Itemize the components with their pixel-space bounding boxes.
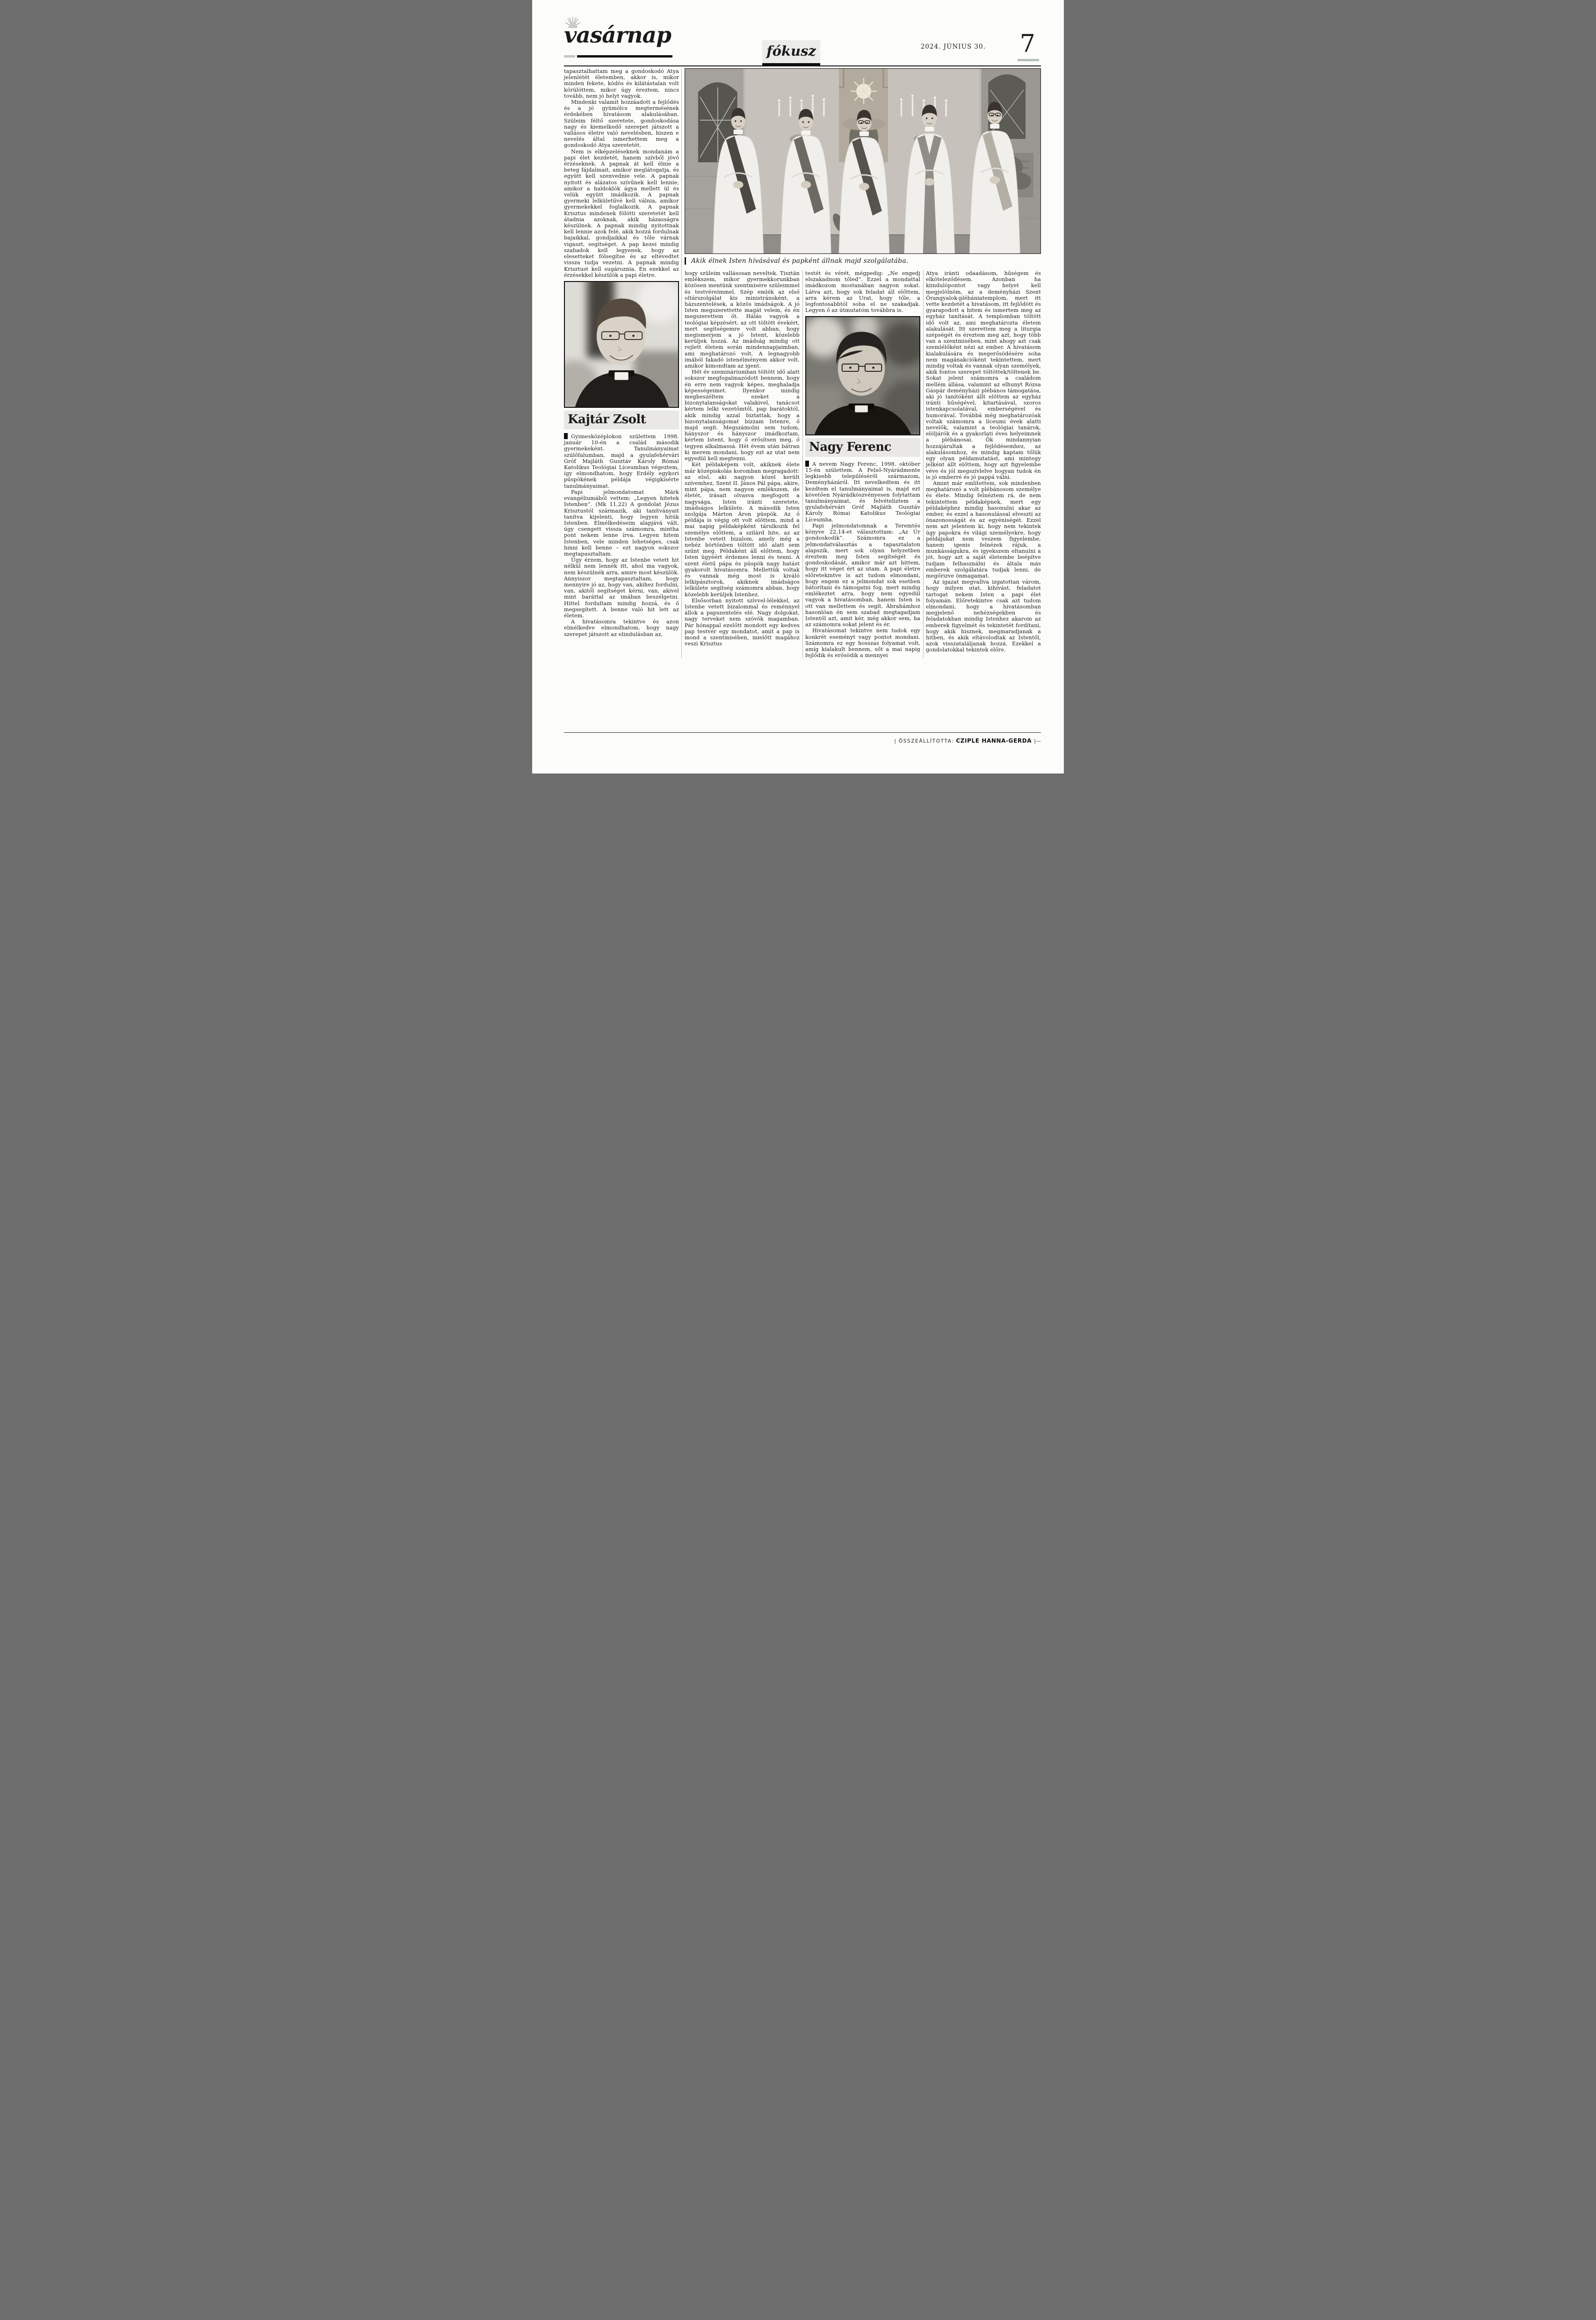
footer-left-mark: | bbox=[894, 738, 896, 744]
paragraph: A hivatásomra tekintve és azon elmélkedve elmondhatom, hogy nagy szerepet játszott az elindulásban az, bbox=[564, 619, 679, 637]
heading-kajtar: Kajtár Zsolt bbox=[564, 411, 679, 429]
paragraph: A nevem Nagy Ferenc, 1998. október 15-én születtem. A Felső-Nyárádmente legkisebb településéről származom, Deményházáról. Itt nevelkedtem és itt kezdtem el tanulmányaimat is, majd ezt követően Nyárádköszvényesen folytattam tanulmányaimat, és felvételiztem a gyulafehérvári Gróf Majláth Gusztáv Károly Római Katolikus Teológiai Líceumba. bbox=[805, 461, 920, 523]
column-left bbox=[564, 68, 679, 658]
footer-right-mark: |— bbox=[1034, 738, 1041, 744]
paragraph: Gyimesközéplokon születtem 1998. január 10-én a család második gyermekeként. Tanulmányaimat szülőfalumban, majd a gyulafehérvári Gróf Majláth Gusztáv Károly Római Katolikus Teológiai Líceumban végeztem, így elmondhatom, hogy Erdély egykori püspökének példája végigkísérte tanulmányaimat. bbox=[564, 434, 679, 489]
group-photo-deacons bbox=[685, 68, 1041, 254]
heading-nagy: Nagy Ferenc bbox=[805, 438, 920, 457]
nagy-bio-text bbox=[805, 461, 920, 659]
paragraph: Mindenki valamit hozzáadott a fejlődés és a jó gyümölcs megtermésének érdekében hivatásom alakulásában. Szüleim féltő szeretete, gondoskodása nagy és kiemelkedő szerepet játszott a vallásos életre való nevelésben, hiszen e nevelés által ismerhettem meg a gondoskodó Atya szeretetét. bbox=[564, 99, 679, 149]
paragraph: testét és vérét, mégpedig: „Ne engedj elszakadnom tőled”. Ezzel a mondattal imádkozom mostanában nagyon sokat. Látva azt, hogy sok feladat áll előttem, arra kérem az Urat, hogy tőle, a legfontosabbtól soha el ne szakadjak. Legyen ő az útmutatóm továbbra is. bbox=[805, 270, 920, 314]
article-continuation-text bbox=[564, 68, 679, 278]
column-3 bbox=[805, 270, 920, 658]
newspaper-page bbox=[532, 0, 1064, 773]
page-number: 7 bbox=[1019, 30, 1035, 58]
column-3-top-text bbox=[805, 270, 920, 313]
paragraph: Hivatásomat tekintve nem tudok egy konkrét eseményt vagy pontot mondani. Számomra ez egy hosszas folyamat volt, amíg kialakult bennem, sőt a mai napig fejlődik és erősödik a mennyei bbox=[805, 628, 920, 659]
paragraph: Amint már említettem, sok mindenben meghatározó a volt plébánosom személye és élete. Mindig felnéztem rá, de nem tekintettem példaképnek, mert egy példaképhez mindig hasonulni akar az ember, és ezzel a hasonulással elveszti az önazonosságát és az egyéniségét. Ezzel nem azt jelentem ki, hogy nem tekintek úgy papokra és világi személyekre, hogy példájukat nem veszem figyelembe, hanem igenis felnézek rájuk, a munkásságukra, és igyekszem eltanulni a jót, hogy azt a saját életembe beépítve tudjam felhasználni és általa más emberek szolgálatára tudjak lenni, de megőrizve önmagamat. bbox=[926, 480, 1041, 579]
paragraph: Nem is elképzeléseknek mondanám a papi élet kezdetét, hanem szívből jövő érzéseknek. A papnak át kell élnie a beteg fájdalmait, amikor meglátogatja, és együtt kell szenvednie vele. A papnak nyitott és alázatos szívűnek kell lennie, amikor a haldoklók ágya mellett ül és velük együtt imádkozik. A papnak gyermeki lelkületűvé kell válnia, amikor gyermekekkel foglalkozik. A papnak Krisztus mindenek fölötti szeretetét kell átadnia azoknak, akik házasságra készülnek. A papnak mindig nyitottnak kell lennie azok felé, akik hozzá fordulnak bajaikkal, gondjaikkal és tőle várnak vigaszt, segítséget. A pap kezei mindig szabadok kell legyenek, hogy az elesetteket fölsegítse és az eltévedtet vissza tudja vezetni. A papnak mindig Krisztust kell sugároznia. Én ezekkel az érzésekkel készülök a papi életre. bbox=[564, 148, 679, 278]
paragraph: Atya iránti odaadásom, hűségem és elköteleződésem. Azonban ha kiindulópontot vagy helyet kell megjelölnöm, az a deményházi Szent Őrangyalok-plébániatemplom, mert itt vette kezdetét a hivatásom, itt fejlődött és gyarapodott a hitem és ismertem meg az egyház tanítását. A templomban töltött idő volt az, ami meghatározta életem alakulását. Itt szerettem meg a liturgia szépségét és éreztem meg azt, hogy több van a szentmisében, mint ahogy azt csak szemlélőként nézi az ember. A hivatásom kialakulására és megerősödésére soha nem magánakcióként tekintettem, mert mindig voltak és vannak olyan személyek, akik fontos szerepet töltöttek/töltenek be. Sokat jelent számomra a családom mellém állása, valamint az elhunyt Rózsa Gáspár deményházi plébános támogatása, aki jó tanítóként állt előttem az egyház iránti hűségével, kitartásával, szoros istenkapcsolatával, emberségével és humorával. Továbbá még meghatározóak voltak számomra a líceumi évek alatti nevelők, valamint a teológiai tanárok, elöljárók és a gyakorlati éves helyeimnek a plébánosai. Ők mindannyian hozzájárultak a fejlődésemhez, az alakulásomhoz, és mindig kaptam tőlük egy olyan példamutatást, ami mintegy jelként állt előttem, hogy azt figyelembe véve és jól megszívlelve hogyan tudok én is jó emberré és jó pappá válni. bbox=[926, 270, 1041, 480]
paragraph: hogy szüleim vallásosan neveltek. Tisztán emlékszem, mikor gyermekkorunkban közösen mentünk szentmisére szüleimmel és testvéreimmel. Szép emlék az első oltárszolgálat kis ministránsként, a házszentelések, a közös imádságok. A jó Isten megszerettette magát velem, és én megszerettem őt. Hálás vagyok a teológiai képzésért, az ott töltött évekért, mert segítségemre volt abban, hogy megismerjem a jó Istent, közelebb kerüljek hozzá. Az imádság mindig ott rejlett életem során mindennapjaimban, ami meghatározó volt. A legnagyobb imából fakadó istenélményem akkor volt, amikor kimondtam az igent. bbox=[685, 270, 800, 369]
paragraph: Hét év szemináriumban töltött idő alatt sokszor megfogalmazódott bennem, hogy én erre nem vagyok képes, meghaladja képességeimet. Ilyenkor mindig megbeszéltem ezeket a bizonytalanságokat valakivel, tanácsot kértem lelki vezetőmtől, pap barátoktól, akik mindig azzal biztattak, hogy a bizonytalanságomat bízzam Istenre, ő majd segít. Megszámolni sem tudom, hányszor és hányszor imádkoztam, kértem Istent, hogy ő erősítsen meg, ő tegyen alkalmassá. Hét évem után bátran ki merem mondani, hogy ezt az utat nem egyedül kell megtenni. bbox=[685, 369, 800, 462]
portrait-nagy-ferenc bbox=[805, 316, 920, 435]
column-2 bbox=[685, 270, 800, 658]
compiled-by-name: CZIPLE HANNA-GERDA bbox=[956, 737, 1032, 744]
paragraph: Két példaképem volt, akiknek élete már középiskolás koromban megragadott: az első, aki nagyon közel került szívemhez, Szent II. János Pál pápa, akire, mint pápa, nem nagyon emlékszem, de életét, írásait olvasva megfogott a nagysága, Isten iránti szeretete, imádságos lelkülete. A második Isten szolgája Márton Áron püspök. Az ő példája is végig ott volt előttem, mind a mai napig példaképként tárulkozik fel személye előttem, a szilárd hite, az az Istenbe vetett bizalom, amely még a nehéz börtönben töltött idő alatt sem szűnt meg. Példaként áll előttem, hogy Isten ügyéért érdemes lenni és tenni. A szent életű pápa és püspök nagy hatást gyakorolt hivatásomra. Mellettük voltak és vannak még most is kiváló lelkipásztorok, akiknek imádságos lelkülete segítség számomra abban, hogy közelebb kerüljek Istenhez. bbox=[685, 462, 800, 598]
paragraph: Papi jelmondatomnak a Teremtés könyve 22,14-et választottam: „Az Úr gondoskodik”. Számomra ez a jelmondatválasztás a tapasztalaton alapszik, mert sok olyan helyzetben éreztem meg Isten segítségét és gondoskodását, amikor már azt hittem, hogy itt véget ért az utam. A papi életre előretekintve is azt tudom elmondani, hogy engem ez a jelmondat sok esetben bátorítani és támogatni fog, mert mindig emlékeztet arra, hogy nem egyedül vagyok a hivatásomban, hanem Isten is ott van mellettem és segít. Ábrahámhoz hasonlóan én sem szabad megtagadjam Istentől azt, amit kér, még akkor sem, ha az számomra sokat jelent és ér. bbox=[805, 522, 920, 628]
logo-underline bbox=[564, 55, 672, 58]
page-number-underline bbox=[1018, 59, 1039, 61]
column-4-text bbox=[926, 270, 1041, 653]
kajtar-bio-text bbox=[564, 433, 679, 637]
section-title: fókusz bbox=[766, 43, 816, 59]
paragraph: Papi jelmondatomat Márk evangéliumából vettem: „Legyen hitetek Istenben”. (Mk 11,22) A gondolat Jézus Krisztustól származik, aki tanítványait tanítva kijelenti, hogy legyen hitük Istenben. Elmélkedéseim alapjává vált, úgy csengett vissza számomra, mintha pont nekem lenne írva. Legyen hitem Istenben, vele minden lehetséges, csak hinni kell benne – ezt nagyon sokszor megtapasztaltam. bbox=[564, 489, 679, 557]
paragraph: tapasztalhattam meg a gondoskodó Atya jelenlétét életemben, akkor is, mikor minden fekete, ködös és kilátástalan volt körülöttem, mikor úgy éreztem, nincs tovább, nem jó helyt vagyok. bbox=[564, 68, 679, 99]
column-4 bbox=[926, 270, 1041, 658]
portrait-kajtar-zsolt bbox=[564, 281, 679, 408]
issue-date: 2024. JÚNIUS 30. bbox=[920, 43, 986, 51]
column-2-text bbox=[685, 270, 800, 647]
page-footer bbox=[564, 732, 1041, 744]
newspaper-logo: vasárnap bbox=[564, 22, 671, 48]
page-header bbox=[564, 0, 1041, 66]
paragraph: Elsősorban nyitott szívvel-lélekkel, az Istenbe vetett bizalommal és reménnyel állok a papszentelés elé. Nagy dolgokat, nagy terveket nem szövök magamban. Pár hónappal ezelőtt mondott egy kedves pap testvér egy mondatot, amit a pap is mond a szentmisében, mielőtt magához veszi Krisztus bbox=[685, 597, 800, 647]
paragraph: Úgy érzem, hogy az Istenbe vetett hit nélkül nem lennék itt, ahol ma vagyok, nem készülnék arra, amire most készülök. Annyiszor megtapasztaltam, hogy mennyire jó az, hogy van, akihez fordulni, van, akitől segítséget kérni, van, akivel mint baráttal az imában beszélgetni. Hittel fordultam mindig hozzá, és ő megsegített. A benne való hit lett az életem. bbox=[564, 557, 679, 619]
photo-caption: Akik élnek Isten hívásával és papként állnak majd szolgálatába. bbox=[685, 257, 1041, 265]
section-title-box bbox=[762, 40, 820, 65]
main-area bbox=[685, 68, 1041, 658]
paragraph: Az igazat megvallva izgatottan várom, hogy milyen utat, kihívást, feladatot tartogat nekem Isten a papi élet folyamán. Előretekintve csak azt tudom elmondani, hogy a hivatásomban megjelenő nehézségekben és feladatokban mindig Istenhez akarom az emberek figyelmét és tekintetét fordítani, hogy akik hisznek, megmaradjanak a hitben, és akik eltávolodtak az Istentől, azok visszataláljanak hozzá. Ezekkel a gondolatokkal tekintek előre. bbox=[926, 579, 1041, 653]
compiled-by-label: ÖSSZEÁLLÍTOTTA: bbox=[898, 738, 954, 744]
